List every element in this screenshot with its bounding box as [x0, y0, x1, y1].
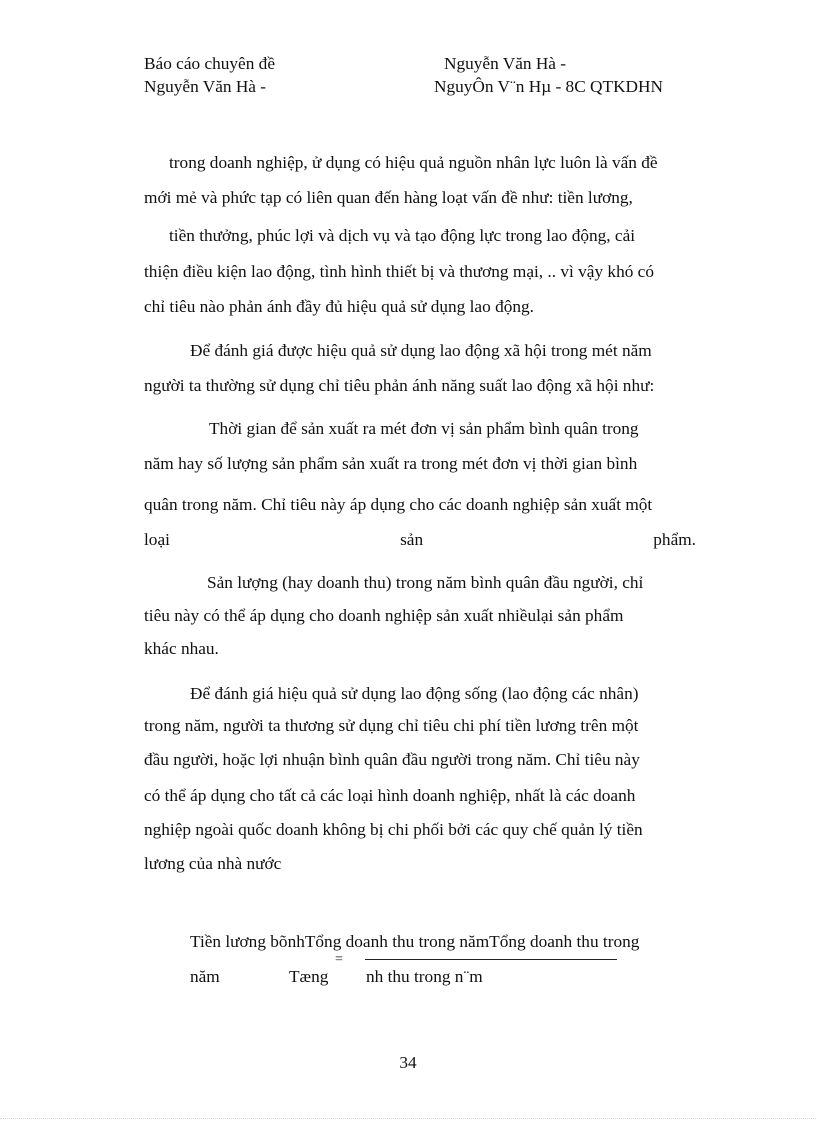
header-left-line1: Báo cáo chuyên đề — [144, 54, 275, 73]
header-right-line2: NguyÔn V¨n Hµ - 8C QTKDHN — [434, 77, 664, 96]
equals-sign: = — [335, 952, 343, 967]
paragraph-line: tiêu này có thể áp dụng cho doanh nghiệp sản xuất nhiềulại sản phẩm — [144, 606, 624, 625]
header-right-line1: Nguyễn Văn Hà - — [444, 54, 567, 73]
paragraph-line: chỉ tiêu nào phản ánh đầy đủ hiệu quả sử dụng lao động. — [144, 297, 534, 316]
word: phẩm. — [653, 530, 696, 549]
page-bottom-rule — [0, 1118, 816, 1119]
word: loại — [144, 530, 170, 549]
paragraph-line: mới mẻ và phức tạp có liên quan đến hàng loạt vấn đề như: tiền lương, — [144, 188, 633, 207]
fraction-bar — [365, 959, 617, 960]
paragraph-line: năm hay số lượng sản phẩm sản xuất ra trong mét đơn vị thời gian bình — [144, 454, 638, 473]
paragraph-line: lương của nhà nước — [144, 854, 282, 873]
header-left-line2: Nguyễn Văn Hà - — [144, 77, 267, 96]
paragraph-line: đầu người, hoặc lợi nhuận bình quân đầu người trong năm. Chỉ tiêu này — [144, 750, 640, 769]
paragraph-line: trong năm, người ta thương sử dụng chỉ tiêu chi phí tiền lương trên một — [144, 716, 639, 735]
paragraph-line: người ta thường sử dụng chỉ tiêu phản ánh năng suất lao động xã hội như: — [144, 376, 655, 395]
word: sản — [400, 530, 424, 549]
formula-line: Tiền lương bõnhTổng doanh thu trong nămTổng doanh thu trong — [190, 932, 640, 951]
paragraph-line: Sản lượng (hay doanh thu) trong năm bình quân đầu người, chỉ — [207, 573, 644, 592]
paragraph-line: Để đánh giá hiệu quả sử dụng lao động sống (lao động các nhân) — [190, 684, 639, 703]
paragraph-line: trong doanh nghiệp, ử dụng có hiệu quả nguồn nhân lực luôn là vấn đề — [169, 153, 658, 172]
paragraph-line: thiện điều kiện lao động, tình hình thiết bị và thương mại, .. vì vậy khó có — [144, 262, 654, 281]
paragraph-line: Thời gian để sản xuất ra mét đơn vị sản phẩm bình quân trong — [209, 419, 639, 438]
paragraph-line: Để đánh giá được hiệu quả sử dụng lao động xã hội trong mét năm — [190, 341, 652, 360]
paragraph-line: khác nhau. — [144, 639, 219, 658]
formula-line2-mid: Tæng — [289, 967, 329, 986]
paragraph-line: nghiệp ngoài quốc doanh không bị chi phối bởi các quy chế quản lý tiền — [144, 820, 643, 839]
paragraph-justified-line — [144, 531, 696, 548]
formula-line2-right: nh thu trong n¨m — [366, 967, 483, 986]
paragraph-line: quân trong năm. Chỉ tiêu này áp dụng cho các doanh nghiệp sản xuất một — [144, 495, 653, 514]
paragraph-line: tiền thưởng, phúc lợi và dịch vụ và tạo động lực trong lao động, cải — [169, 226, 636, 245]
page-number: 34 — [399, 1053, 417, 1072]
formula-line2-left: năm — [190, 967, 220, 986]
paragraph-line: có thể áp dụng cho tất cả các loại hình doanh nghiệp, nhất là các doanh — [144, 786, 636, 805]
